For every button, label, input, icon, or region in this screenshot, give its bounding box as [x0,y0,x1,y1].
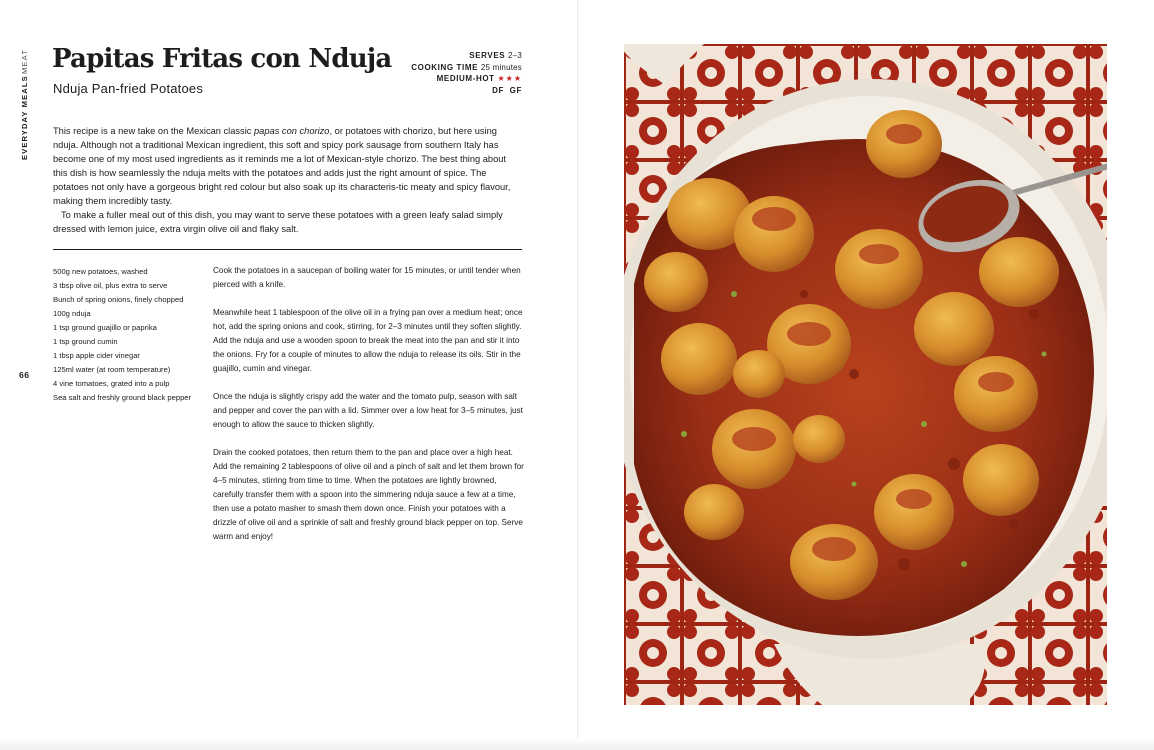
section-divider [53,249,522,250]
method-steps [213,264,525,558]
page-bottom-shadow [0,738,1154,750]
chili-star-icons: ★★★ [497,74,522,83]
method-step: Drain the cooked potatoes, then return them to the pan and place over a high heat. Add the remaining 2 tablespoons of olive oil and a pinch of salt and let them brown for 4–5 minutes, stirring from time to time. When the potatoes are lightly browned, carefully transfer them with a spoon into the simmering nduja sauce a few at a time, then use a potato masher to smash them down once. Finish your potatoes with a drizzle of olive oil and a sprinkle of salt and freshly ground black pepper on top. Serve warm and enjoy! [213,448,524,541]
ingredient-item: 1 tbsp apple cider vinegar [53,351,140,360]
dish-photo [624,44,1107,705]
recipe-subtitle: Nduja Pan-fried Potatoes [53,81,204,96]
heat-label: MEDIUM-HOT [436,74,495,83]
ingredient-item: 500g new potatoes, washed [53,267,148,276]
ingredient-item: 125ml water (at room temperature) [53,365,171,374]
heat-row [411,73,522,85]
dietary-tags: DF GF [492,85,522,95]
ingredient-item: Bunch of spring onions, finely chopped [53,295,184,304]
intro-italic: papas con chorizo [254,126,330,136]
recipe-title: Papitas Fritas con Nduja [52,44,392,74]
recipe-meta [411,50,522,96]
serves-label: SERVES [469,51,506,60]
running-head-section: MEAT [20,49,29,74]
running-head-chapter: EVERYDAY MEALS [20,75,29,160]
ingredient-item: 1 tsp ground guajillo or paprika [53,323,157,332]
page-number: 66 [19,370,30,380]
book-gutter [577,0,579,750]
serves-value: 2–3 [508,51,522,60]
intro-paragraph-2: To make a fuller meal out of this dish, you may want to serve these potatoes with a green leafy salad simply dressed with lemon juice, extra virgin olive oil and flaky salt. [53,210,503,234]
cooking-time-label: COOKING TIME [411,62,479,72]
method-step: Once the nduja is slightly crispy add the water and the tomato pulp, season with salt and pepper and cover the pan with a lid. Simmer over a low heat for 3–5 minutes, just enough to allow the sauce to thicken slightly. [213,392,523,429]
ingredient-item: 100g nduja [53,309,91,318]
intro-text: This recipe is a new take on the Mexican classic [53,126,255,136]
running-head [20,46,32,166]
ingredient-item: 3 tbsp olive oil, plus extra to serve [53,281,168,290]
intro-text: , or potatoes with chorizo, but here using nduja. Although not a traditional Mexican ingredient, this soft and spicy pork sausage from southern Italy has become one of my most used ingredients as it reminds me a lot of Mexican-style chorizo. The best thing about this dish is how seamlessly the nduja melts with the potatoes and adds just the right amount of spice. The potatoes not only have a gorgeous bright red colour but also soak up its characteris-tic meaty and spicy flavour, making them incredibly tasty. [53,126,511,206]
cooking-time-value: 25 minutes [480,62,522,72]
ingredient-item: 1 tsp ground cumin [53,337,118,346]
method-step: Meanwhile heat 1 tablespoon of the olive oil in a frying pan over a medium heat; once hot, add the spring onions and cook, stirring, for 2–3 minutes until they soften slightly. Add the nduja and use a wooden spoon to break the meat into the pan and stir it into the onions. Fry for a couple of minutes to allow the nduja to release its oils. Stir in the guajillo, cumin and vinegar. [213,308,523,373]
ingredient-list [53,265,203,405]
cooking-time-row [411,62,522,74]
ingredient-item: 4 vine tomatoes, grated into a pulp [53,379,170,388]
intro-paragraph-1 [53,124,522,208]
ingredient-item: Sea salt and freshly ground black pepper [53,393,192,402]
dish-illustration [624,44,1107,705]
serves-row [411,50,522,62]
method-step: Cook the potatoes in a saucepan of boiling water for 15 minutes, or until tender when pierced with a knife. [213,266,521,289]
recipe-intro [53,124,522,236]
